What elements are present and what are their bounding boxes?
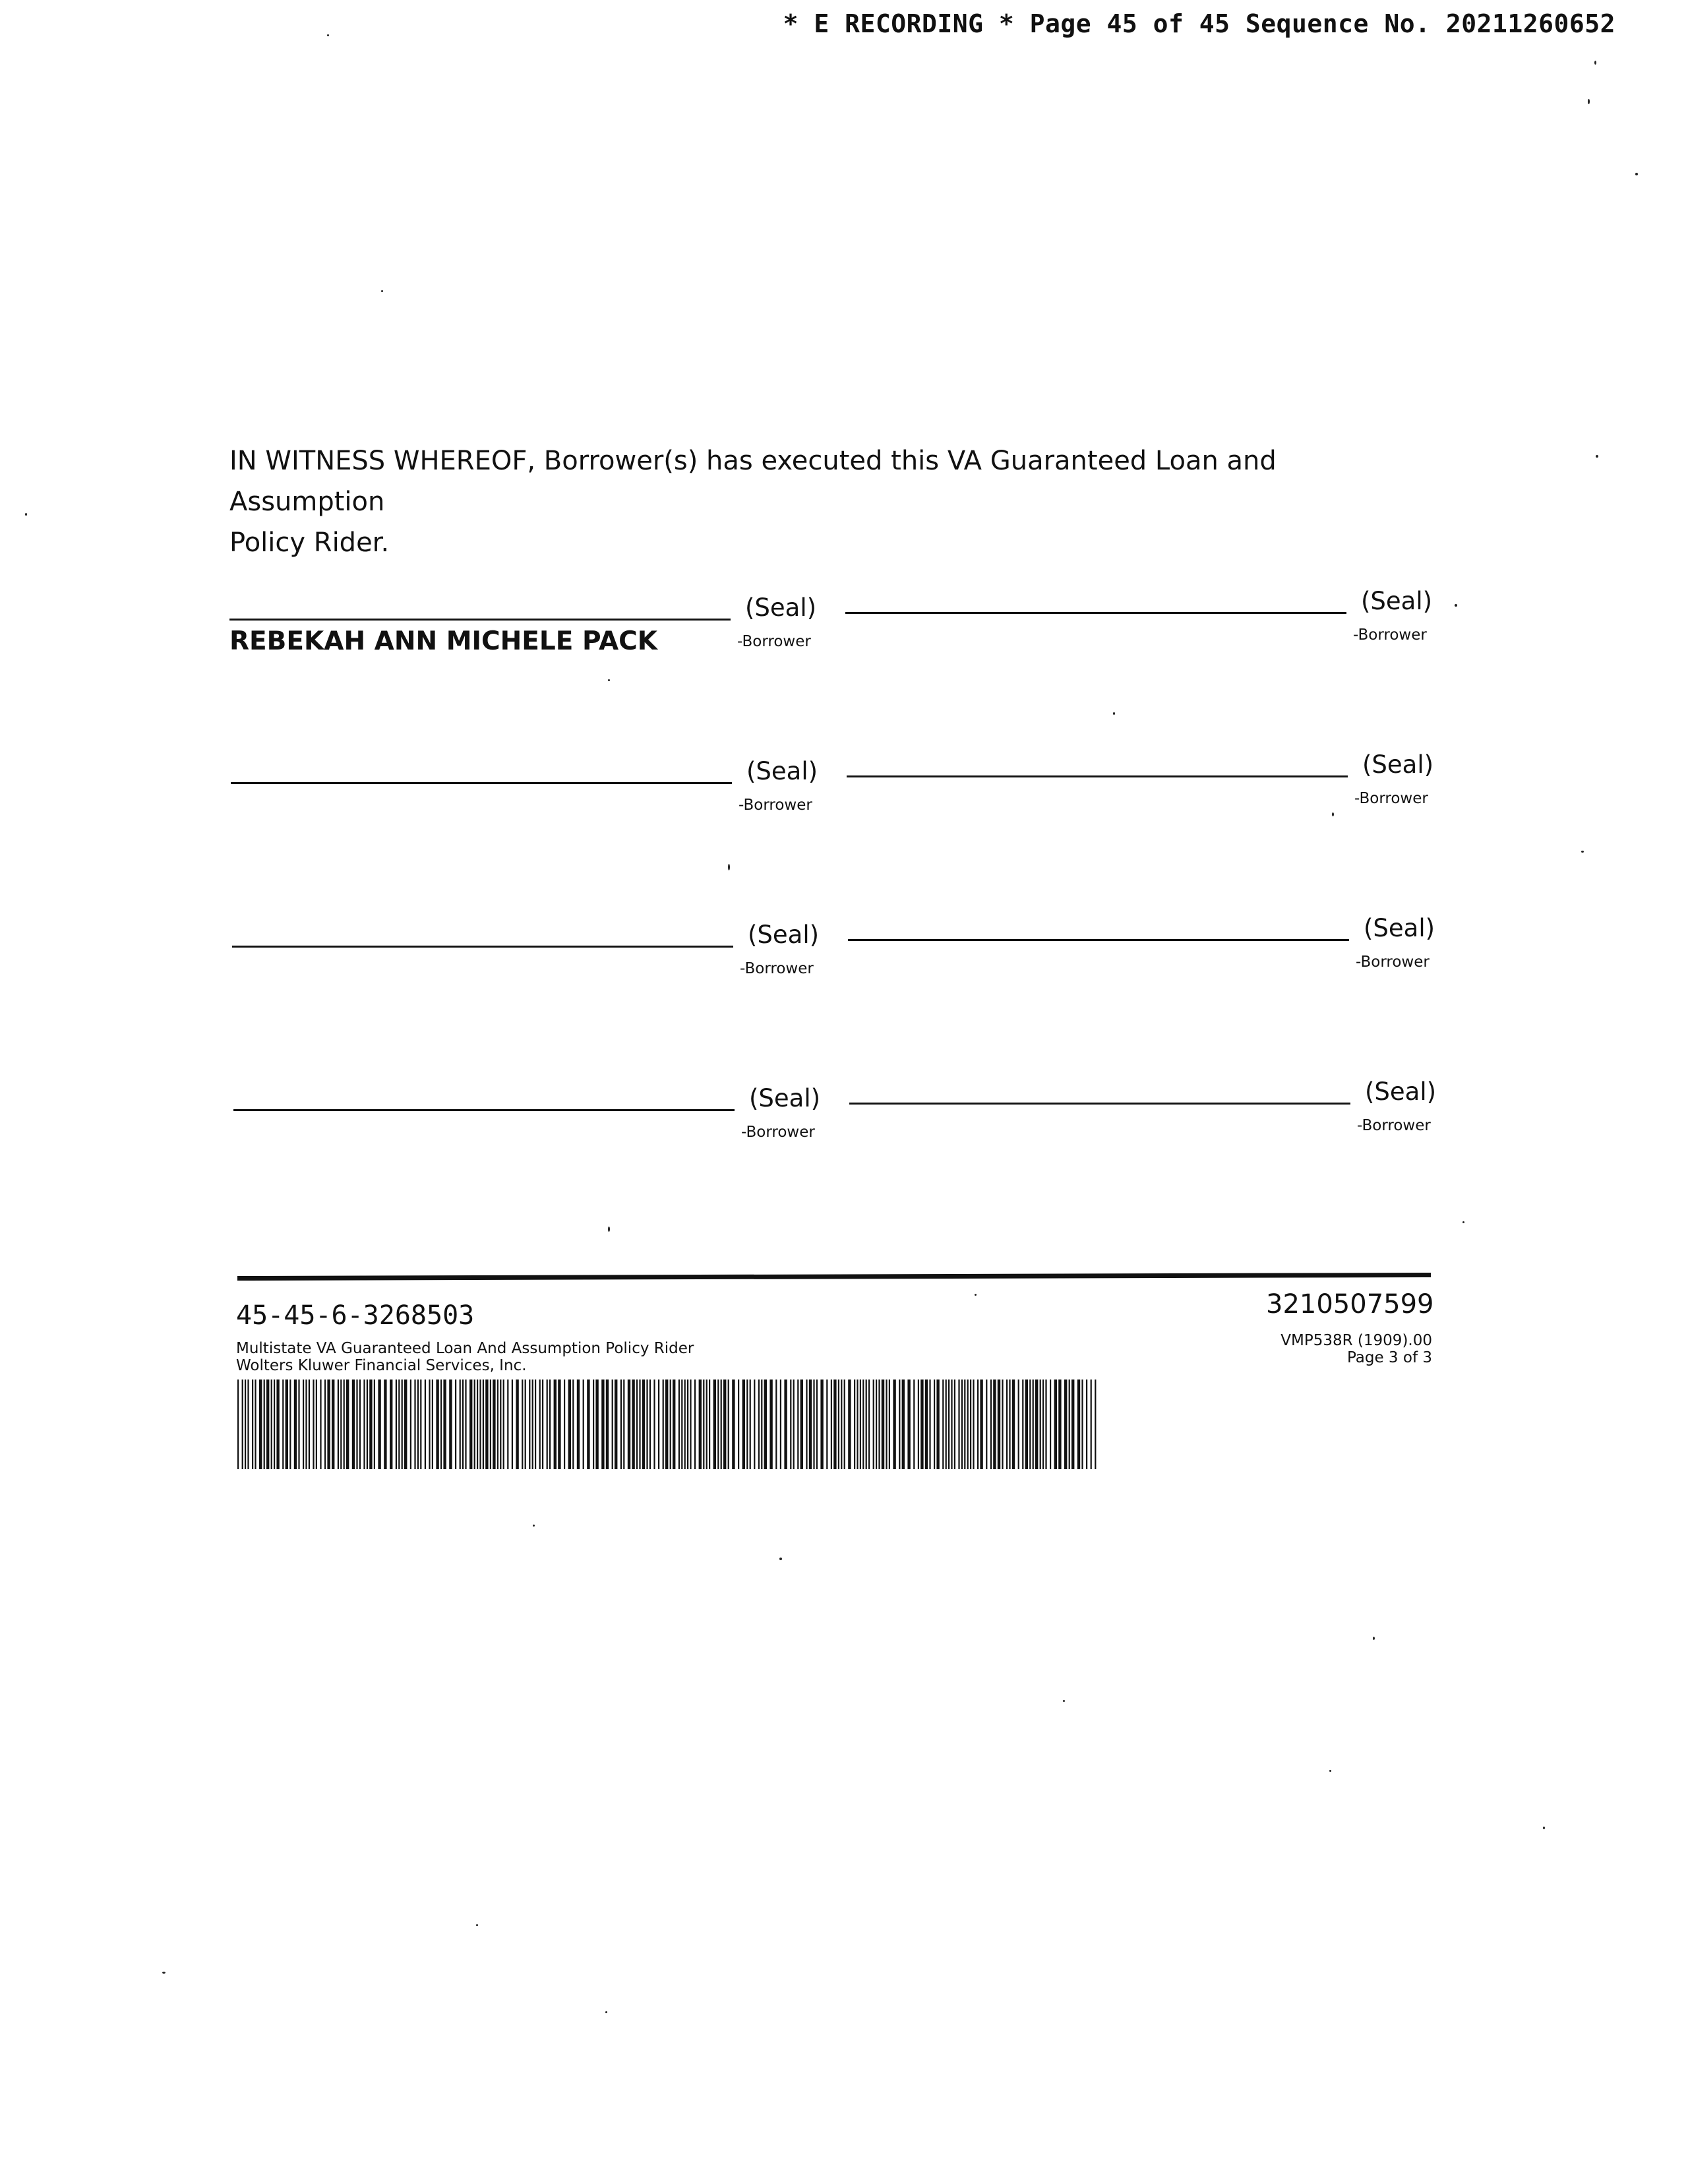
footer-rule xyxy=(237,1273,1431,1281)
borrower-name: REBEKAH ANN MICHELE PACK xyxy=(229,626,658,656)
scan-speck xyxy=(605,2011,607,2013)
scan-speck xyxy=(1462,1221,1464,1223)
borrower-label: -Borrower xyxy=(741,1124,815,1141)
scan-speck xyxy=(1373,1637,1375,1640)
scan-speck xyxy=(327,34,329,36)
scan-speck xyxy=(1332,812,1334,816)
signature-block-5 xyxy=(232,921,852,993)
scan-speck xyxy=(162,1972,166,1974)
borrower-label: -Borrower xyxy=(740,960,814,977)
seal-label: (Seal) xyxy=(1364,914,1435,942)
borrower-label: -Borrower xyxy=(1356,954,1430,971)
signature-line xyxy=(847,775,1348,777)
signature-block-2 xyxy=(845,587,1465,659)
document-id: 3210507599 xyxy=(1266,1289,1434,1320)
scan-speck xyxy=(1588,99,1590,104)
scan-speck xyxy=(25,513,27,516)
form-title-line-1: Multistate VA Guaranteed Loan And Assumption Policy Rider xyxy=(236,1340,694,1357)
signature-line xyxy=(845,612,1346,614)
scan-speck xyxy=(728,864,730,870)
scan-speck xyxy=(608,1227,610,1232)
signature-line xyxy=(233,1109,735,1111)
signature-line xyxy=(229,619,731,621)
signature-block-4 xyxy=(847,750,1466,823)
form-title xyxy=(236,1340,694,1374)
signature-line xyxy=(849,1103,1350,1105)
seal-label: (Seal) xyxy=(745,593,817,622)
borrower-label: -Borrower xyxy=(1353,626,1427,644)
borrower-label: -Borrower xyxy=(738,797,812,814)
witness-clause xyxy=(229,440,1430,563)
witness-line-1: IN WITNESS WHEREOF, Borrower(s) has executed this VA Guaranteed Loan and Assumption xyxy=(229,446,1277,517)
loan-number: 45-45-6-3268503 xyxy=(236,1300,475,1331)
barcode-image xyxy=(237,1380,1101,1469)
scan-speck xyxy=(1329,1770,1331,1772)
signature-line xyxy=(232,946,733,948)
scan-speck xyxy=(1113,712,1115,715)
signature-block-8 xyxy=(849,1077,1469,1150)
seal-label: (Seal) xyxy=(1362,750,1434,779)
scan-speck xyxy=(975,1294,977,1296)
page-label: Page 3 of 3 xyxy=(1346,1349,1432,1366)
form-code: VMP538R (1909).00 xyxy=(1281,1332,1432,1349)
borrower-label: -Borrower xyxy=(737,633,811,650)
witness-line-2: Policy Rider. xyxy=(229,528,390,558)
scan-speck xyxy=(1581,851,1584,853)
scan-speck xyxy=(1063,1700,1065,1702)
borrower-label: -Borrower xyxy=(1357,1117,1431,1134)
signature-line xyxy=(848,939,1349,941)
scan-speck xyxy=(1635,173,1638,175)
scan-speck xyxy=(779,1558,782,1560)
form-title-line-2: Wolters Kluwer Financial Services, Inc. xyxy=(236,1357,527,1374)
signature-block-7 xyxy=(233,1084,853,1157)
scan-speck xyxy=(381,290,383,292)
borrower-label: -Borrower xyxy=(1354,790,1428,807)
seal-label: (Seal) xyxy=(1365,1077,1437,1106)
form-code-block xyxy=(1220,1332,1432,1366)
recording-stamp: * E RECORDING * Page 45 of 45 Sequence No. 20211260652 xyxy=(783,9,1615,38)
scan-speck xyxy=(1594,61,1596,65)
scan-speck xyxy=(1455,604,1457,607)
scan-speck xyxy=(533,1525,535,1527)
signature-block-3 xyxy=(231,757,851,830)
signature-block-1 xyxy=(229,593,849,666)
seal-label: (Seal) xyxy=(748,921,820,949)
seal-label: (Seal) xyxy=(1361,587,1433,615)
scan-speck xyxy=(476,1924,478,1926)
scan-speck xyxy=(608,679,610,681)
signature-block-6 xyxy=(848,914,1468,986)
signature-line xyxy=(231,782,732,784)
scan-speck xyxy=(1596,455,1598,458)
seal-label: (Seal) xyxy=(749,1084,821,1112)
seal-label: (Seal) xyxy=(746,757,818,785)
scan-speck xyxy=(1543,1827,1545,1829)
